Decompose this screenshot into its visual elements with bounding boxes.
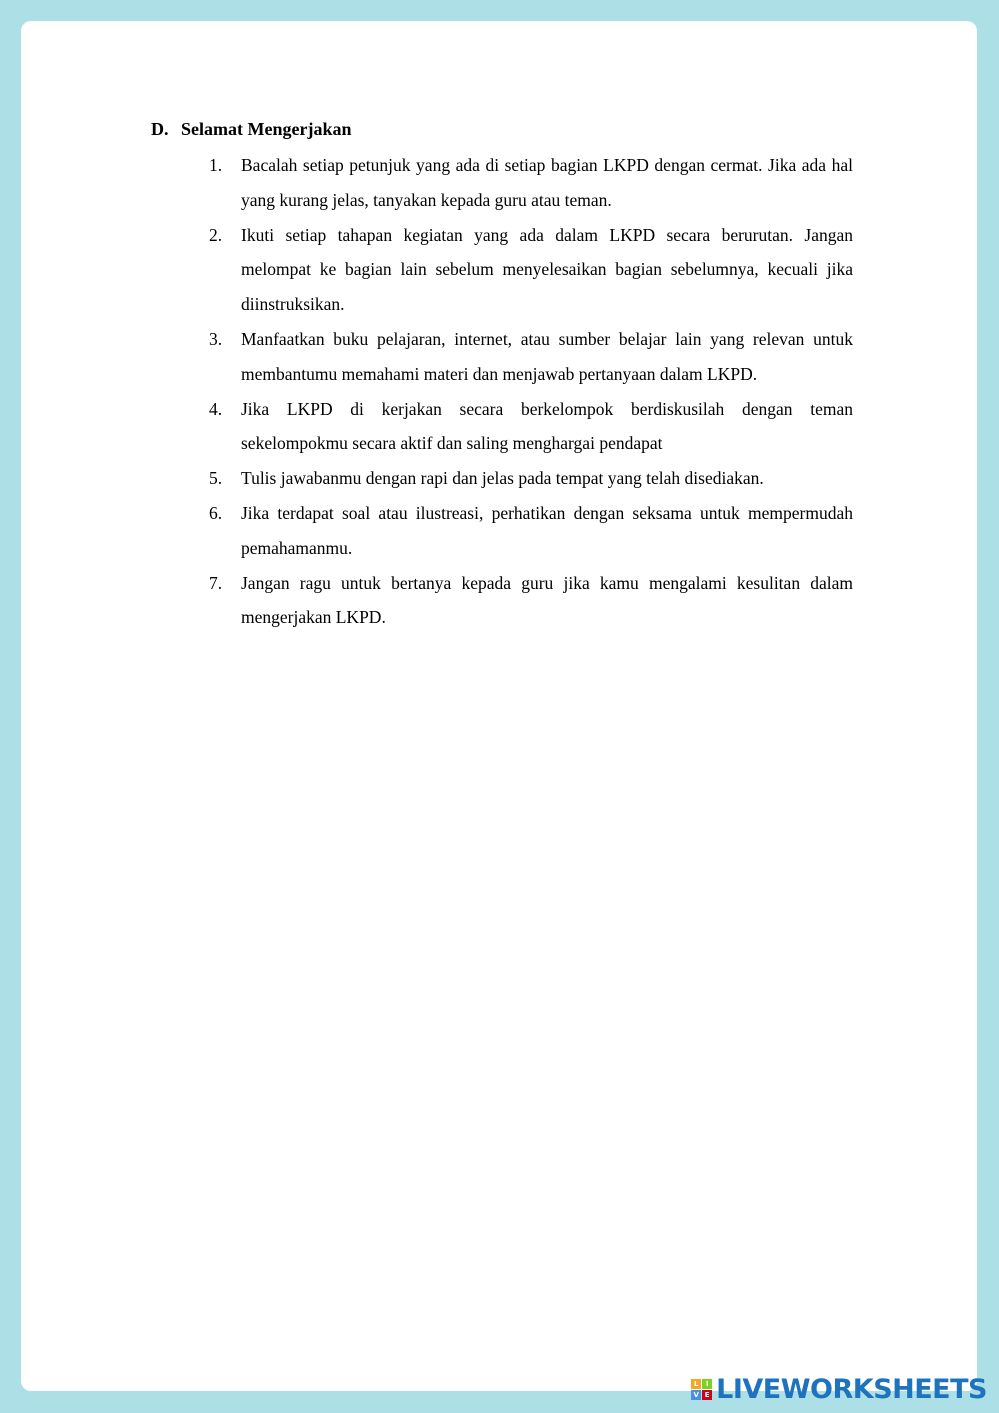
instruction-number: 4. — [209, 398, 223, 419]
section-letter: D. — [151, 119, 169, 139]
instruction-item — [209, 322, 853, 392]
instruction-text: Ikuti setiap tahapan kegiatan yang ada dalam LKPD secara berurutan. Jangan melompat ke bagian lain sebelum menyelesaikan bagian sebelumnya, kecuali jika diinstruksikan. — [241, 224, 853, 315]
logo-square-l: L — [691, 1379, 701, 1389]
liveworksheets-brand[interactable] — [691, 1374, 987, 1405]
brand-name: LIVEWORKSHEETS — [716, 1374, 987, 1405]
instruction-list — [209, 148, 853, 635]
instruction-text: Jangan ragu untuk bertanya kepada guru jika kamu mengalami kesulitan dalam mengerjakan LKPD. — [241, 572, 853, 628]
instruction-item — [209, 218, 853, 322]
instruction-number: 2. — [209, 224, 223, 245]
instruction-number: 1. — [209, 155, 223, 175]
section-title: Selamat Mengerjakan — [181, 119, 352, 139]
instruction-item — [209, 392, 853, 462]
section-heading — [151, 119, 351, 140]
instruction-item — [209, 496, 853, 566]
instruction-text: Jika LKPD di kerjakan secara berkelompok berdiskusilah dengan teman sekelompokmu secara aktif dan saling menghargai pendapat — [241, 398, 853, 454]
instruction-item — [209, 566, 853, 636]
instruction-number: 5. — [209, 468, 223, 489]
worksheet-page — [21, 21, 977, 1391]
instruction-text: Jika terdapat soal atau ilustreasi, perhatikan dengan seksama untuk mempermudah pemahamanmu. — [241, 502, 853, 558]
liveworksheets-logo-icon — [691, 1379, 712, 1400]
instruction-number: 6. — [209, 502, 223, 523]
instruction-number: 3. — [209, 328, 223, 349]
instruction-item — [209, 148, 853, 218]
instruction-text: Tulis jawabanmu dengan rapi dan jelas pada tempat yang telah disediakan. — [241, 468, 764, 489]
logo-square-v: V — [691, 1390, 701, 1400]
instruction-text: Bacalah setiap petunjuk yang ada di setiap bagian LKPD dengan cermat. Jika ada hal yang kurang jelas, tanyakan kepada guru atau teman. — [241, 155, 853, 210]
logo-square-i: I — [702, 1379, 712, 1389]
instruction-text: Manfaatkan buku pelajaran, internet, atau sumber belajar lain yang relevan untuk membantumu memahami materi dan menjawab pertanyaan dalam LKPD. — [241, 328, 853, 384]
instruction-number: 7. — [209, 572, 223, 593]
instruction-item — [209, 461, 853, 496]
logo-square-e: E — [702, 1390, 712, 1400]
